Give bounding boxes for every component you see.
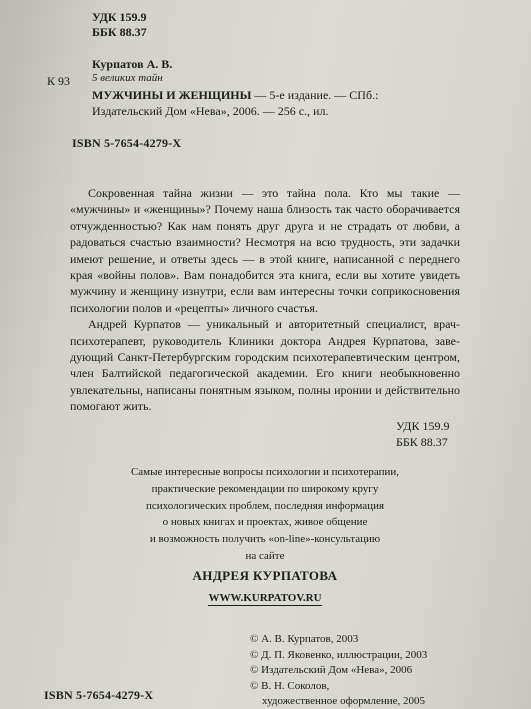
edition-info: — 5-е издание. — СПб.:: [254, 88, 379, 102]
classification-codes-top: [92, 10, 147, 40]
copyright-line: © А. В. Курпатов, 2003: [250, 633, 359, 645]
promo-line: Самые интересные вопросы психологии и психотерапии,: [130, 466, 400, 478]
copyright-line: художественное оформление, 2005: [262, 695, 426, 707]
promo-line: на сайте: [245, 549, 285, 562]
book-title: МУЖЧИНЫ И ЖЕНЩИНЫ: [92, 88, 252, 102]
promo-line: практические рекомендации по широкому кругу: [151, 482, 379, 495]
copyright-block: [250, 632, 427, 709]
copyright-line: © В. Н. Соколов,: [250, 679, 330, 692]
title-line: [92, 88, 378, 103]
annotation: [70, 185, 460, 415]
bbk-code: ББК 88.37: [92, 25, 147, 39]
promo-line: психологических проблем, последняя информация: [145, 499, 385, 512]
publisher-info: Издательский Дом «Нева», 2006. — 256 с., ил.: [92, 104, 329, 118]
annotation-paragraph-2: Андрей Курпатов — уникальный и авторитетный специалист, врач-психотерапевт, руководитель Клиники доктора Андрея Курпатова, заведующий Санкт-Петербургским городским психотерапевтическим центром, член Балтийской педагогической академии. Его книги необыкновенно увлекательны, написаны понятным языком, полны иронии и действительно помогают жить.: [70, 317, 460, 414]
isbn-bottom: ISBN 5-7654-4279-X: [44, 688, 154, 702]
bbk-code-bottom: ББК 88.37: [396, 435, 448, 449]
website-promo: [70, 464, 460, 606]
udk-code-bottom: УДК 159.9: [396, 419, 450, 433]
promo-line: о новых книгах и проектах, живое общение: [162, 516, 368, 529]
isbn-top: ISBN 5-7654-4279-X: [72, 136, 182, 150]
classification-codes-bottom: [396, 418, 449, 450]
copyright-line: © Издательский Дом «Нева», 2006: [250, 664, 413, 676]
annotation-paragraph-1: Сокровенная тайна жизни — это тайна пола. Кто мы такие — «мужчины» и «женщины»? Почему наша близость так часто оборачивается отчужденностью? Как нам понять друг друга и не страдать от любви, а радоваться счастью взаимности? Несмотря на всю трудность, эти задачки имеют решение, и ответы здесь — в этой книге, написанной с переднего края «войны полов». Вам понадобится эта книга, если вы хотите увидеть мужчину и женщину изнутри, если вам интересны точки соприкосновения психологии полов и «рецепты» личного счастья.: [70, 186, 460, 315]
copyright-line: © Д. П. Яковенко, иллюстрации, 2003: [250, 648, 428, 661]
series-title: 5 великих тайн: [92, 72, 163, 84]
author-index: К 93: [47, 74, 71, 88]
promo-line: и возможность получить «on-line»-консультацию: [149, 533, 381, 546]
website-link[interactable]: WWW.KURPATOV.RU: [208, 591, 322, 604]
author-name: Курпатов А. В.: [92, 57, 173, 71]
udk-code: УДК 159.9: [92, 10, 147, 24]
promo-author-name: АНДРЕЯ КУРПАТОВА: [192, 567, 338, 583]
